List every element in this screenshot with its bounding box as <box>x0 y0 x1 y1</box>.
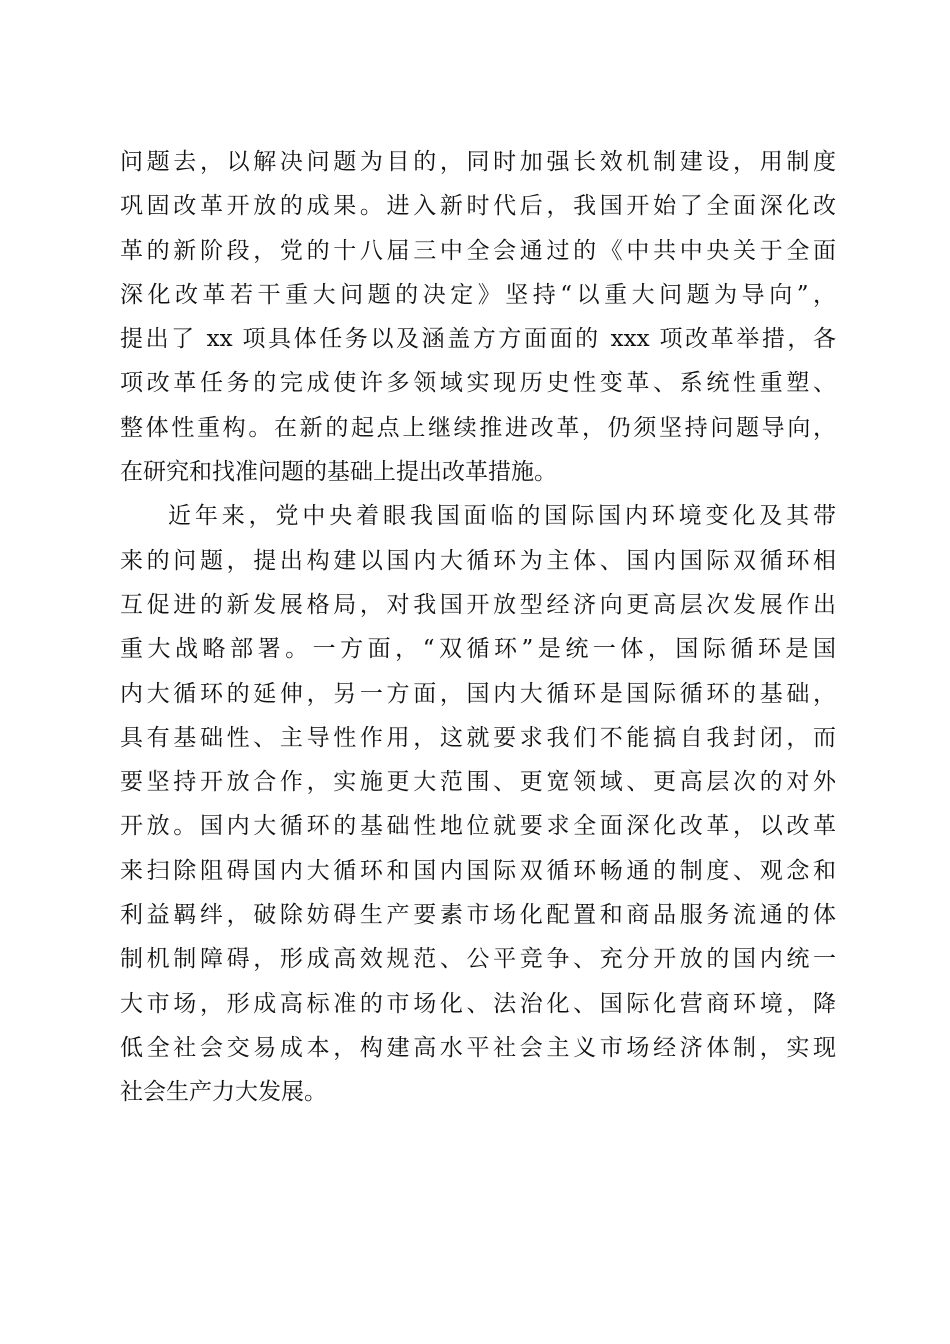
document-body <box>120 140 836 1115</box>
paragraph-line: 开放。国内大循环的基础性地位就要求全面深化改革，以改革 <box>120 813 836 840</box>
paragraph-line: 具有基础性、主导性作用，这就要求我们不能搞自我封闭，而 <box>120 724 836 751</box>
paragraph-2 <box>120 494 836 1114</box>
paragraph-line: 近年来，党中央着眼我国面临的国际国内环境变化及其带 <box>168 503 836 530</box>
paragraph-line: 内大循环的延伸，另一方面，国内大循环是国际循环的基础， <box>120 680 836 707</box>
paragraph-line: 利益羁绊，破除妨碍生产要素市场化配置和商品服务流通的体 <box>120 902 836 929</box>
paragraph-line: 整体性重构。在新的起点上继续推进改革，仍须坚持问题导向， <box>120 414 836 441</box>
paragraph-line: 来的问题，提出构建以国内大循环为主体、国内国际双循环相 <box>120 547 836 574</box>
paragraph-line: 制机制障碍，形成高效规范、公平竞争、充分开放的国内统一 <box>120 946 836 973</box>
paragraph-line: 深化改革若干重大问题的决定》坚持“以重大问题为导向”， <box>120 281 836 308</box>
paragraph-line: 来扫除阻碍国内大循环和国内国际双循环畅通的制度、观念和 <box>120 857 836 884</box>
paragraph-line: 低全社会交易成本，构建高水平社会主义市场经济体制，实现 <box>120 1034 836 1061</box>
paragraph-line: 要坚持开放合作，实施更大范围、更宽领域、更高层次的对外 <box>120 769 836 796</box>
paragraph-line: 巩固改革开放的成果。进入新时代后，我国开始了全面深化改 <box>120 193 836 220</box>
paragraph-1 <box>120 140 836 494</box>
paragraph-line: 革的新阶段，党的十八届三中全会通过的《中共中央关于全面 <box>120 237 836 264</box>
paragraph-line: 互促进的新发展格局，对我国开放型经济向更高层次发展作出 <box>120 591 836 618</box>
paragraph-line: 在研究和找准问题的基础上提出改革措施。 <box>120 459 557 486</box>
paragraph-line: 大市场，形成高标准的市场化、法治化、国际化营商环境，降 <box>120 990 836 1017</box>
paragraph-line: 社会生产力大发展。 <box>120 1079 327 1106</box>
paragraph-line: 项改革任务的完成使许多领域实现历史性变革、系统性重塑、 <box>120 370 836 397</box>
paragraph-line: 提出了 xx 项具体任务以及涵盖方方面面的 xxx 项改革举措，各 <box>120 326 836 353</box>
paragraph-line: 问题去，以解决问题为目的，同时加强长效机制建设，用制度 <box>120 149 836 175</box>
paragraph-line: 重大战略部署。一方面，“双循环”是统一体，国际循环是国 <box>120 636 836 663</box>
